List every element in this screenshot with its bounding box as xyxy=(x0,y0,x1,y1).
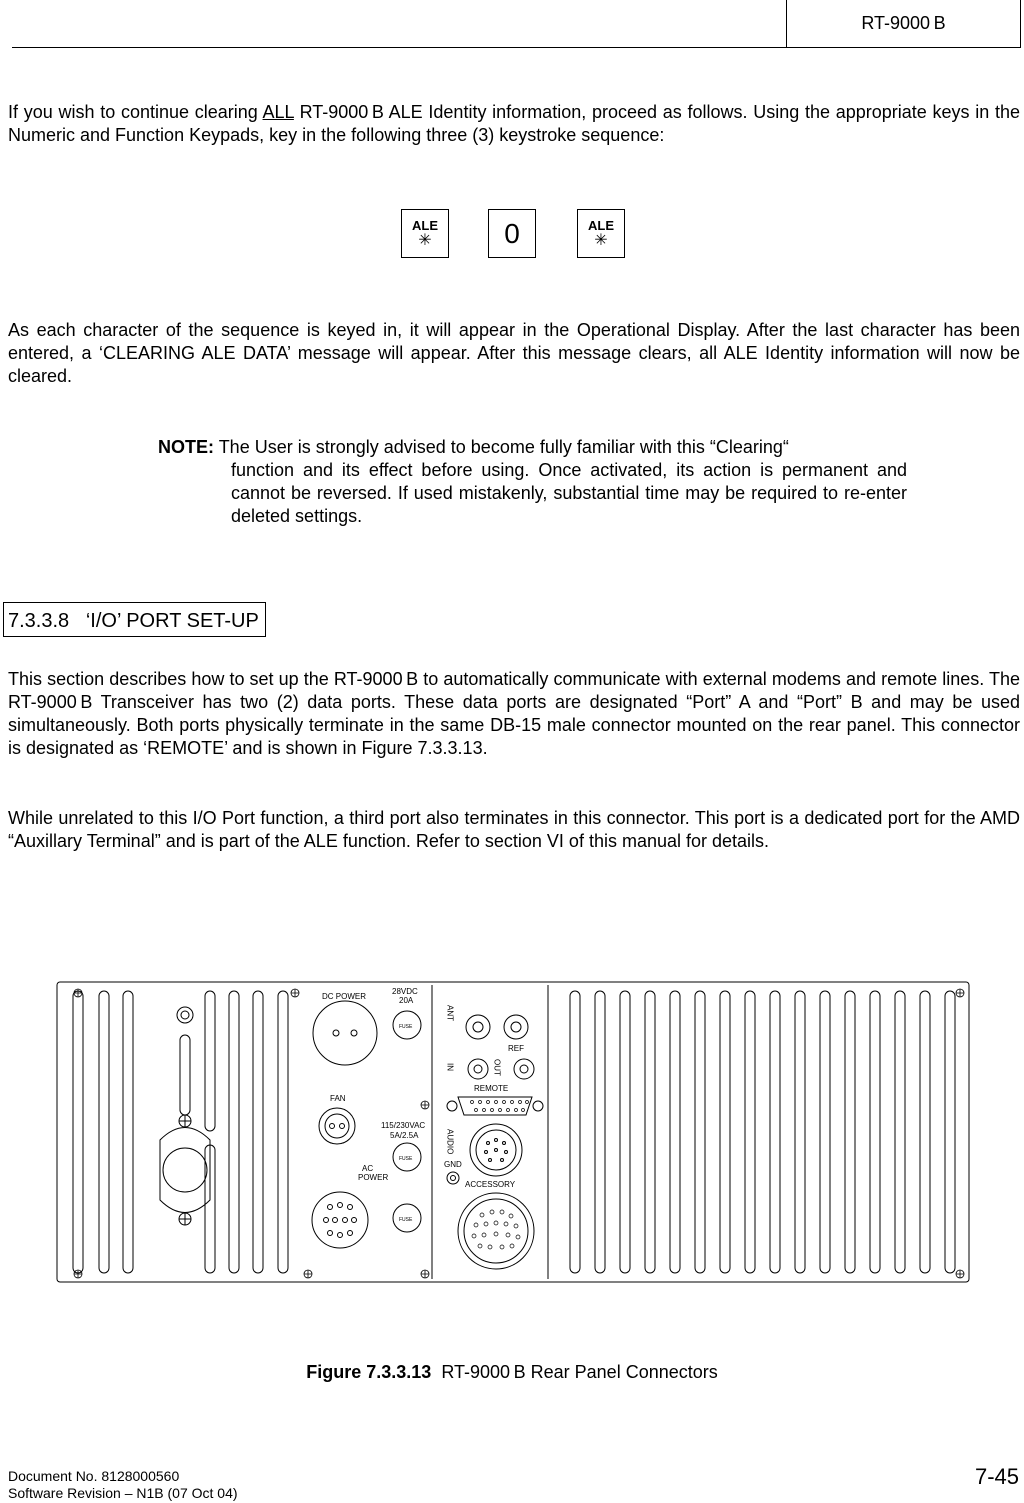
label-dc-rating: 28VDC xyxy=(392,987,418,996)
ac-power-connector xyxy=(312,1192,368,1248)
figure-caption-label: Figure 7.3.3.13 xyxy=(306,1362,432,1382)
asterisk-icon: ✳ xyxy=(594,231,608,249)
label-ant: ANT xyxy=(445,1005,455,1021)
sequence-paragraph: As each character of the sequence is keyed in, it will appear in the Operational Display. After the last character has been entered, a ‘CLEARING ALE DATA’ message will appear. After this message clears, all ALE Identity information will now be cleared. xyxy=(8,320,1020,386)
header-model: RT-9000 B xyxy=(861,13,946,33)
label-power: POWER xyxy=(358,1173,389,1182)
figure-caption xyxy=(0,1362,1024,1383)
asterisk-icon: ✳ xyxy=(418,231,432,249)
header-rule xyxy=(12,47,905,48)
label-dc-amps: 20A xyxy=(399,996,414,1005)
vent-slots-right xyxy=(570,991,955,1273)
section-paragraph-1: This section describes how to set up the RT-9000 B to automatically communicate with external modems and remote lines. The RT-9000 B Transceiver has two (2) data ports. These data ports are designated “Port” A and “Port” B and may be used simultaneously. Both ports physically terminate in the same DB-15 male connector mounted on the rear panel. This connector is designated as ‘REMOTE’ and is shown in Figure 7.3.3.13. xyxy=(8,669,1020,758)
vent-slots-left xyxy=(73,991,288,1273)
key-ale-2: ALE ✳ xyxy=(577,209,625,258)
remote-db15-connector xyxy=(447,1097,543,1115)
label-dc-power: DC POWER xyxy=(322,992,366,1001)
audio-connector xyxy=(470,1124,522,1176)
gnd-terminal xyxy=(447,1172,459,1184)
intro-paragraph: If you wish to continue clearing ALL RT-9000 B ALE Identity information, proceed as follows. Using the appropriate keys in the Numeric and Function Keypads, key in the following three (3) keystroke sequence: xyxy=(8,102,1020,145)
footer-doc-no: Document No. 8128000560 xyxy=(8,1468,180,1484)
section-paragraph-2: While unrelated to this I/O Port function, a third port also terminates in this connector. This port is a dedicated port for the AMD “Auxillary Terminal” and is part of the ALE function. Refer to section VI of this manual for details. xyxy=(8,808,1020,851)
label-accessory: ACCESSORY xyxy=(465,1180,516,1189)
key-zero: 0 xyxy=(488,209,536,258)
label-ref: REF xyxy=(508,1044,524,1053)
note-first-line: The User is strongly advised to become fully familiar with this “Clearing“ xyxy=(218,437,789,457)
note-text: function and its effect before using. Once activated, its action is permanent and cannot be reversed. If used mistakenly, substantial time may be required to re-enter deleted settings. xyxy=(231,460,907,526)
label-in: IN xyxy=(445,1063,455,1071)
label-fuse-ac-2: FUSE xyxy=(399,1217,413,1223)
intro-emphasis: ALL xyxy=(262,102,294,122)
note-block xyxy=(158,436,907,528)
label-fuse-dc: FUSE xyxy=(399,1024,413,1030)
label-gnd: GND xyxy=(444,1160,462,1169)
header-model-box xyxy=(786,0,1021,48)
fan-connector xyxy=(319,1108,355,1144)
label-ac: AC xyxy=(362,1164,374,1173)
label-ac-rating-1: 115/230VAC xyxy=(381,1121,426,1130)
label-fan: FAN xyxy=(330,1094,346,1103)
page-number: 7-45 xyxy=(974,1464,1019,1489)
label-ac-rating-2: 5A/2.5A xyxy=(390,1131,419,1140)
section-heading: 7.3.3.8 ‘I/O’ PORT SET-UP xyxy=(3,602,266,637)
note-label: NOTE: xyxy=(158,437,214,457)
label-remote: REMOTE xyxy=(474,1084,509,1093)
panel-outline xyxy=(57,982,969,1282)
footer-revision: Software Revision – N1B (07 Oct 04) xyxy=(8,1485,238,1501)
accessory-connector xyxy=(458,1193,534,1269)
left-mount xyxy=(160,1007,210,1225)
label-out: OUT xyxy=(492,1059,502,1076)
label-fuse-ac-1: FUSE xyxy=(399,1156,413,1162)
figure-caption-text: RT-9000 B Rear Panel Connectors xyxy=(441,1362,718,1382)
dc-power-connector xyxy=(313,1001,377,1065)
key-ale-1: ALE ✳ xyxy=(401,209,449,258)
footer-doc-info xyxy=(8,1468,238,1502)
rear-panel-figure xyxy=(0,975,1024,1295)
label-audio: AUDIO xyxy=(445,1129,455,1155)
